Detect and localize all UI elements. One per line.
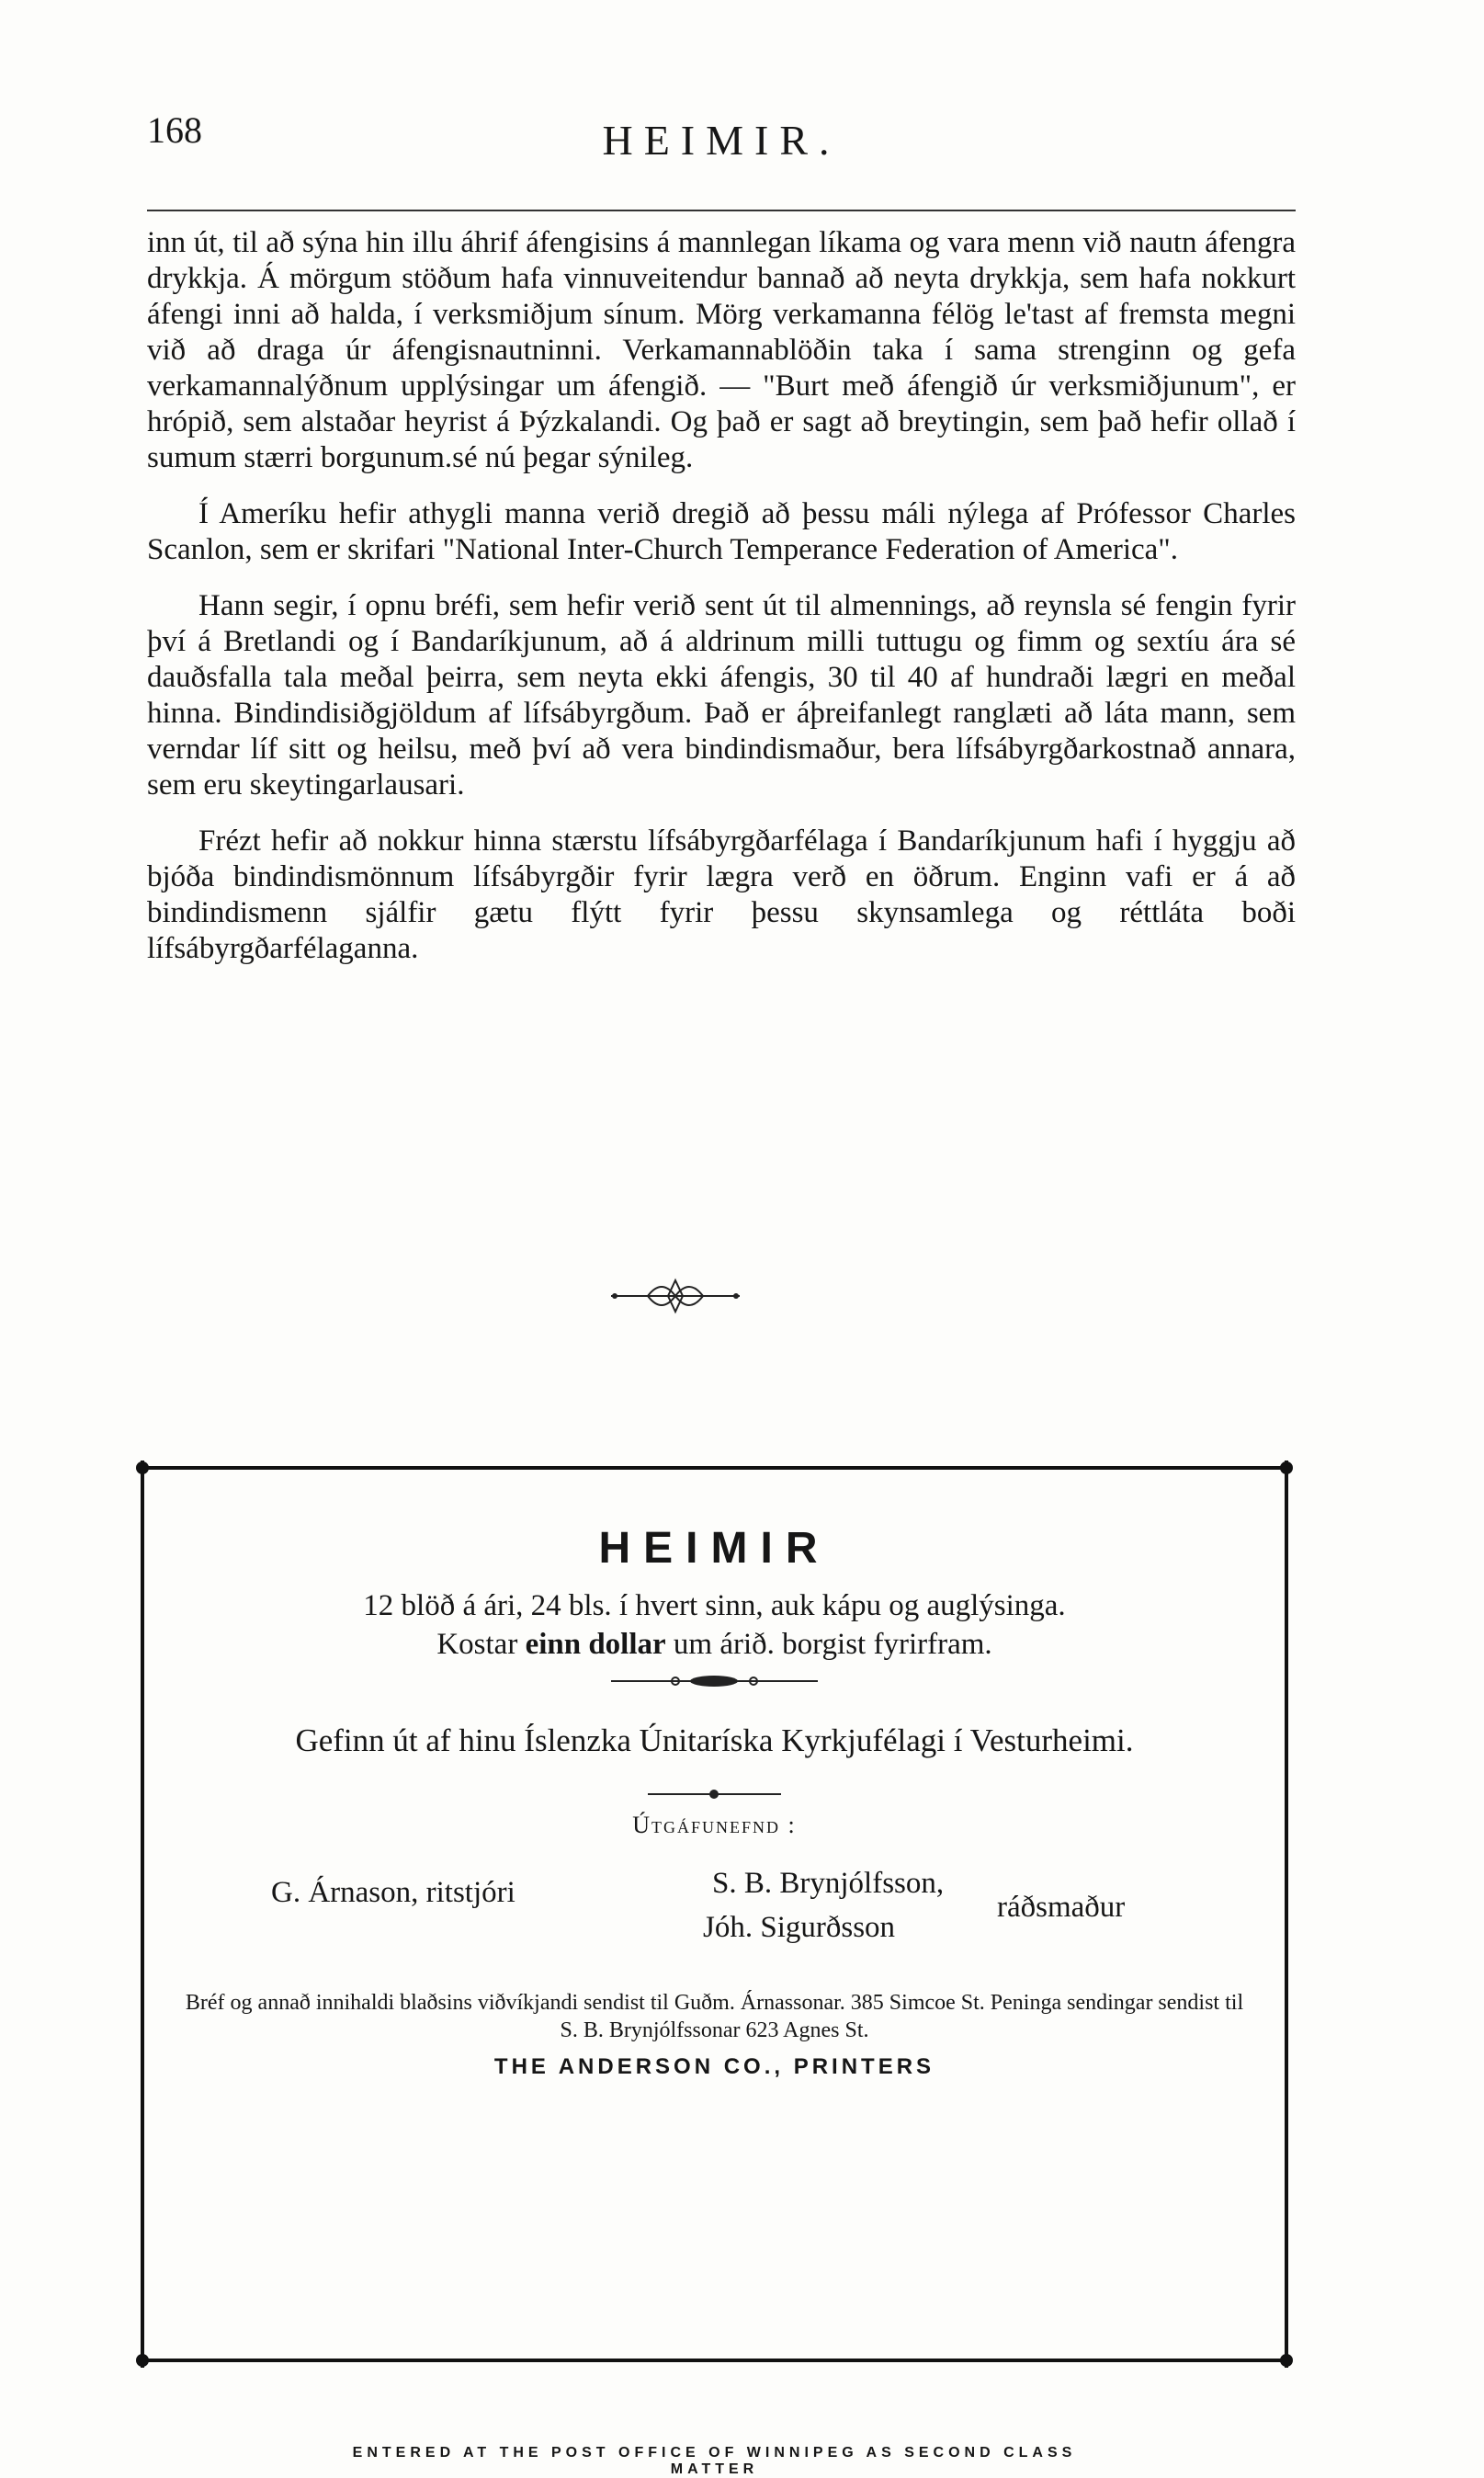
subscription-notice-box — [142, 1466, 1286, 2362]
price-suffix: um árið. borgist fyrirfram. — [665, 1628, 992, 1661]
corner-dot — [1280, 2354, 1293, 2367]
member-name: S. B. Brynjólfsson, — [712, 1867, 945, 1900]
price-amount: einn dollar — [525, 1628, 666, 1661]
member-name: Jóh. Sigurðsson — [703, 1911, 896, 1944]
postal-notice: ENTERED AT THE POST OFFICE OF WINNIPEG AS SECOND CLASS MATTER — [352, 2445, 1077, 2477]
ornament-divider — [611, 1273, 740, 1319]
running-title: HEIMIR. — [602, 117, 841, 164]
corner-dot — [1280, 1461, 1293, 1474]
price-prefix: Kostar — [436, 1628, 526, 1661]
corner-dot — [136, 2354, 149, 2367]
page-number: 168 — [147, 109, 202, 151]
member-role: ráðsmaður — [997, 1891, 1126, 1924]
printer-credit: THE ANDERSON CO., PRINTERS — [493, 2054, 935, 2079]
article-paragraph: Í Ameríku hefir athygli manna verið dregið að þessu máli nýlega af Prófessor Charles Scanlon, sem er skrifari "National Inter-Church Temperance Federation of America". — [147, 497, 1296, 566]
corner-dot — [136, 1461, 149, 1474]
publisher-line: Gefinn út af hinu Íslenzka Únitaríska Kyrkjufélagi í Vesturheimi. — [295, 1722, 1134, 1758]
notice-title: HEIMIR — [598, 1524, 831, 1573]
correspondence-info: Bréf og annað innihaldi blaðsins viðvíkjandi sendist til Guðm. Árnassonar. 385 Simcoe St. Peninga sendingar sendist til S. B. Brynjólfssonar 623 Agnes St. — [185, 1991, 1244, 2042]
committee-heading: Útgáfunefnd : — [632, 1812, 797, 1838]
article-paragraph: Hann segir, í opnu bréfi, sem hefir verið sent út til almennings, að reynsla sé fengin fyrir því á Bretlandi og í Bandaríkjunum, að á aldrinum milli tuttugu og fimm og sextíu ára sé dauðsfalla tala meðal þeirra, sem neyta ekki áfengis, 30 til 40 af hundraði lægri en meðal hinna. Bindindisiðgjöldum af lífsábyrgðum. Það er áþreifanlegt ranglæti að láta mann, sem verndar líf sitt og heilsu, með því að vera bindindismaður, bera lífsábyrgðarkostnað annara, sem eru skeytingarlausari. — [147, 589, 1296, 801]
editor-name: G. Árnason, ritstjóri — [271, 1876, 515, 1909]
small-ornament — [611, 1674, 818, 1688]
price-line — [142, 1628, 1286, 1662]
article-body — [147, 225, 1296, 987]
page-header — [147, 108, 1296, 182]
article-paragraph: inn út, til að sýna hin illu áhrif áfengisins á mannlegan líkama og vara menn við nautn áfengra drykkja. Á mörgum stöðum hafa vinnuveitendur bannað að neyta drykkja, sem hafa nokkurt áfengi inni að halda, í verksmiðjum sínum. Mörg verkamanna félög le'tast af fremsta megni við að draga úr áfengisnautninni. Verkamannablöðin taka í sama strenginn og gefa verkamannalýðnum upplýsingar um áfengið. — "Burt með áfengið úr verksmiðjunum", er hrópið, sem alstaðar heyrist á Þýzkalandi. Og það er sagt að breytingin, sem það hefir ollað í sumum stærri borgunum.sé nú þegar sýnileg. — [147, 226, 1296, 474]
subscription-terms: 12 blöð á ári, 24 bls. í hvert sinn, auk kápu og auglýsinga. — [363, 1589, 1066, 1622]
small-ornament — [611, 1787, 818, 1802]
header-rule — [147, 210, 1296, 211]
article-paragraph: Frézt hefir að nokkur hinna stærstu lífsábyrgðarfélaga í Bandaríkjunum hafi í hyggju að bjóða bindindismönnum lífsábyrgðir fyrir lægra verð en öðrum. Enginn vafi er á að bindindismenn sjálfir gætu flýtt fyrir þessu skynsamlega og réttláta boði lífsábyrgðarfélaganna. — [147, 824, 1296, 965]
committee-members — [271, 1856, 1250, 1957]
